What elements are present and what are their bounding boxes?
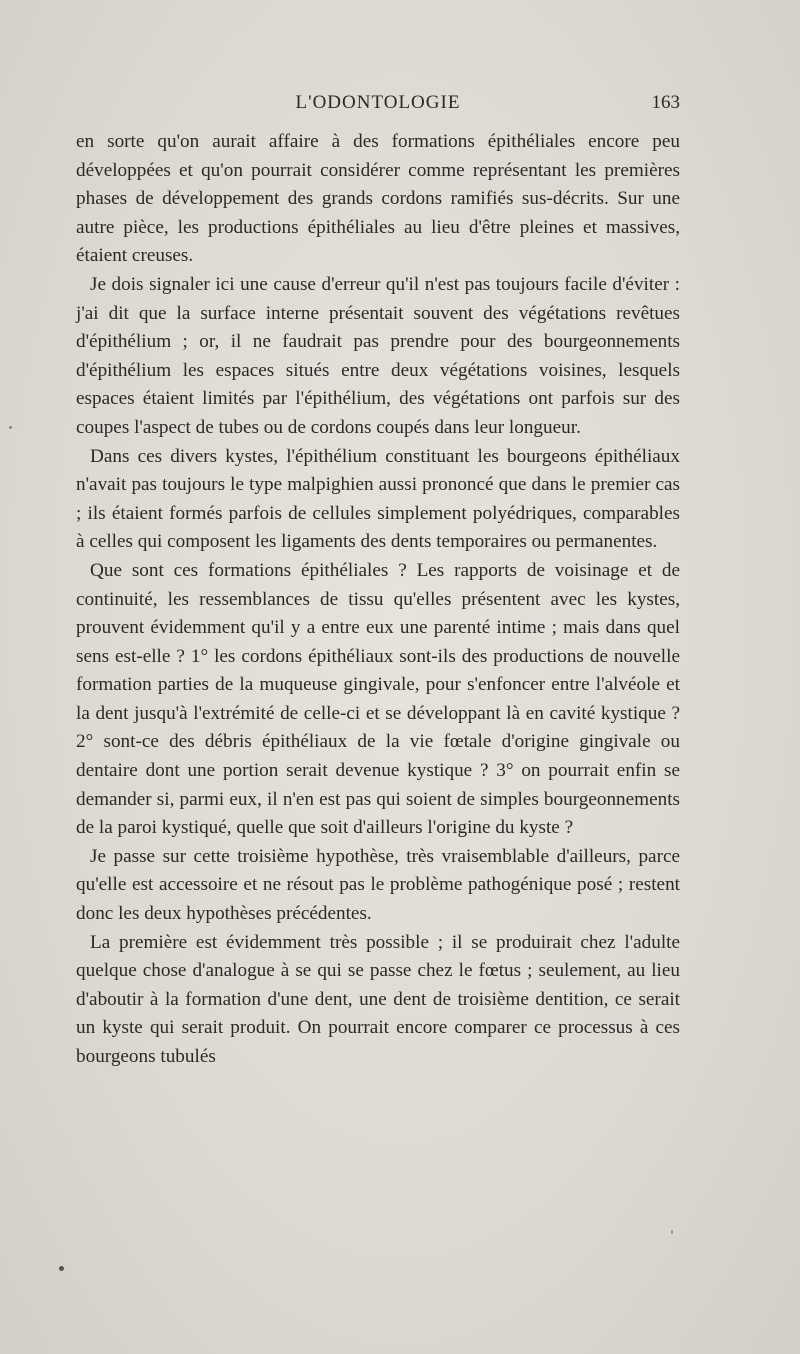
paragraph-1: en sorte qu'on aurait affaire à des formations épithéliales encore peu développées et qu'on pourrait considérer comme représentant les premières phases de développement des grands cordons ramifiés sus-décrits. Sur une autre pièce, les productions épithéliales au lieu d'être pleines et massives, étaient creuses. [76,131,680,267]
ink-speck [9,426,12,429]
paragraph-2: Je dois signaler ici une cause d'erreur qu'il n'est pas toujours facile d'éviter : j'ai dit que la surface interne présentait souvent des végétations revêtues d'épithélium ; or, il ne faudrait pas prendre pour des bourgeonnements d'épithélium les espaces situés entre deux végétations voisines, lesquels espaces étaient limités par l'épithélium, des végétations ont parfois sur des coupes l'aspect de tubes ou de cordons coupés dans leur longueur. [76,273,680,438]
paragraph-4: Que sont ces formations épithéliales ? Les rapports de voisinage et de continuité, les ressemblances de tissu qu'elles présentent avec les kystes, prouvent évidemment qu'il y a entre eux une parenté intime ; mais dans quel sens est-elle ? 1° les cordons épithéliaux sont-ils des productions de nouvelle formation parties de la muqueuse gingivale, pour s'enfoncer entre l'alvéole et la dent jusqu'à l'extrémité de celle-ci et se développant là en cavité kystique ? 2° sont-ce des débris épithéliaux de la vie fœtale d'origine gingivale ou dentaire dont une portion serait devenue kystique ? 3° on pourrait enfin se demander si, parmi eux, il n'en est pas qui soient de simples bourgeonnements de la paroi kystiqué, quelle que soit d'ailleurs l'origine du kyste ? [76,559,680,839]
running-title: L'ODONTOLOGIE [295,92,461,113]
paragraph-5: Je passe sur cette troisième hypothèse, très vraisemblable d'ailleurs, parce qu'elle est accessoire et ne résout pas le problème pathogénique posé ; restent donc les deux hypothèses précédentes. [76,845,680,925]
paragraph-6: La première est évidemment très possible ; il se produirait chez l'adulte quelque chose d'analogue à se qui se passe chez le fœtus ; seulement, au lieu d'aboutir à la formation d'une dent, une dent de troisième dentition, ce serait un kyste qui serait produit. On pourrait encore comparer ce processus à ces bourgeons tubulés [76,931,680,1067]
page-header [76,92,680,118]
ink-speck [59,1266,64,1271]
page-number: 163 [651,92,680,113]
body-text [76,128,680,1072]
ink-speck [671,1230,673,1234]
paragraph-3: Dans ces divers kystes, l'épithélium constituant les bourgeons épithéliaux n'avait pas toujours le type malpighien aussi prononcé que dans le premier cas ; ils étaient formés parfois de cellules simplement polyédriques, comparables à celles qui composent les ligaments des dents temporaires ou permanentes. [76,445,680,553]
